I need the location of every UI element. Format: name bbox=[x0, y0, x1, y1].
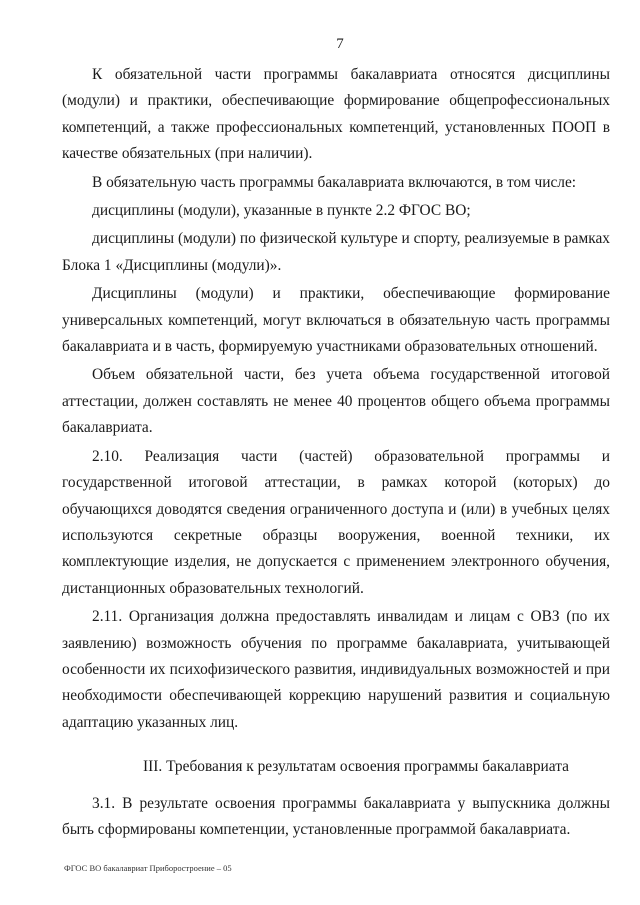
paragraph-mandatory-part: К обязательной части программы бакалавриата относятся дисциплины (модули) и практики, обеспечивающие формирование общепрофессиональных компетенций, а также профессиональных компетенций, установленных ПООП в качестве обязательных (при наличии). bbox=[62, 66, 610, 163]
paragraph-mandatory-includes: В обязательную часть программы бакалавриата включаются, в том числе: bbox=[92, 173, 577, 191]
paragraph-disciplines-2-2: дисциплины (модули), указанные в пункте 2.2 ФГОС ВО; bbox=[92, 202, 471, 220]
paragraph-physical-culture: дисциплины (модули) по физической культуре и спорту, реализуемые в рамках Блока 1 «Дисциплины (модули)». bbox=[62, 230, 610, 274]
paragraph-universal-competences: Дисциплины (модули) и практики, обеспечивающие формирование универсальных компетенций, могут включаться в обязательную часть программы бакалавриата и в часть, формируемую участниками образовательных отношений. bbox=[62, 285, 610, 356]
paragraph-2-10: 2.10. Реализация части (частей) образовательной программы и государственной итоговой аттестации, в рамках которой (которых) до обучающихся доводятся сведения ограниченного доступа и (или) в учебных целях используются секретные образцы вооружения, военной техники, их комплектующие изделия, не допускается с применением электронного обучения, дистанционных образовательных технологий. bbox=[62, 447, 610, 597]
paragraph-2-11: 2.11. Организация должна предоставлять инвалидам и лицам с ОВЗ (по их заявлению) возможность обучения по программе бакалавриата, учитывающей особенности их психофизического развития, индивидуальных возможностей и при необходимости обеспечивающей коррекцию нарушений развития и социальную адаптацию указанных лиц. bbox=[62, 608, 610, 731]
paragraph-mandatory-volume: Объем обязательной части, без учета объема государственной итоговой аттестации, должен составлять не менее 40 процентов общего объема программы бакалавриата. bbox=[62, 366, 610, 437]
section-heading-3: III. Требования к результатам освоения программы бакалавриата bbox=[143, 758, 569, 776]
page-footer: ФГОС ВО бакалавриат Приборостроение – 05 bbox=[64, 863, 232, 873]
page-number: 7 bbox=[336, 36, 344, 52]
paragraph-3-1: 3.1. В результате освоения программы бакалавриата у выпускника должны быть сформированы компетенции, установленные программой бакалавриата. bbox=[62, 794, 610, 838]
document-body bbox=[62, 62, 610, 843]
